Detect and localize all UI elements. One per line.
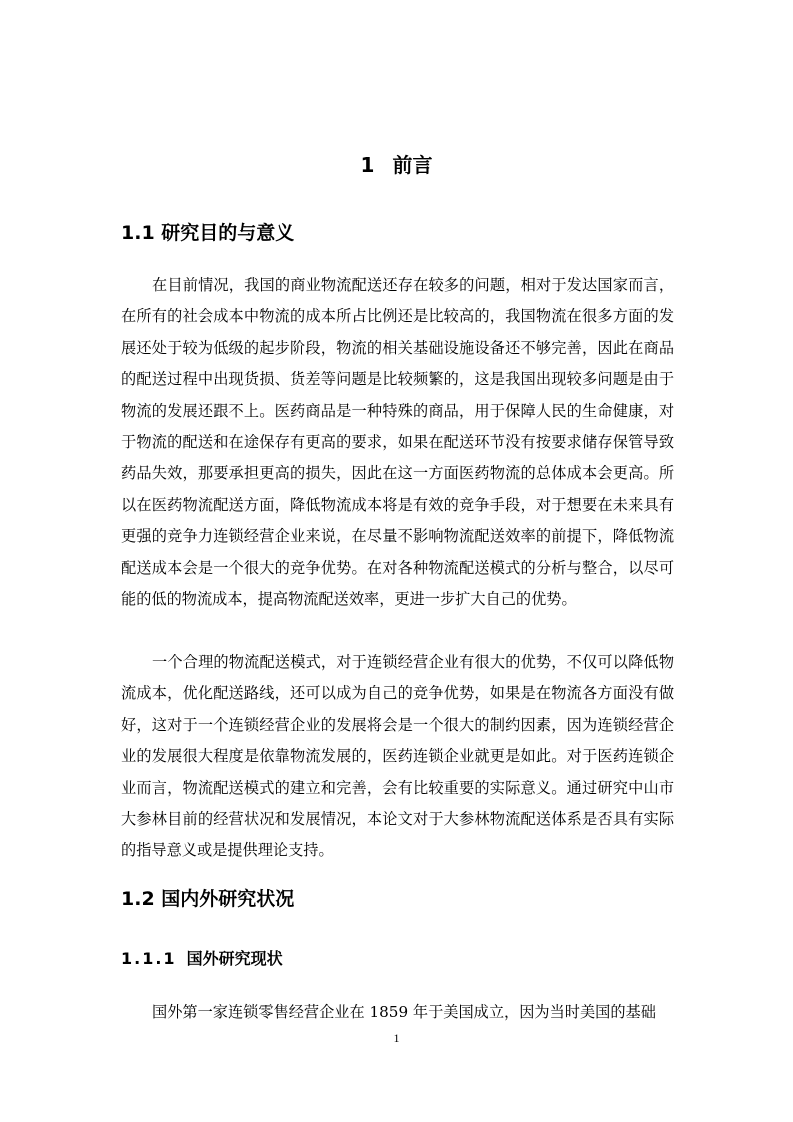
subsection-number: 1.1.1 — [121, 949, 177, 968]
section-heading-1-2: 1.2 国内外研究状况 — [121, 888, 295, 910]
paragraph-purpose: 在目前情况，我国的商业物流配送还存在较多的问题，相对于发达国家而言，在所有的社会成本中物流的成本所占比例还是比较高的，我国物流在很多方面的发展还处于较为低级的起步阶段，物流的相关基础设施设备还不够完善，因此在商品的配送过程中出现货损、货差等问题是比较频繁的，这是我国出现较多问题是由于物流的发展还跟不上。医药商品是一种特殊的商品，用于保障人民的生命健康，对于物流的配送和在途保存有更高的要求，如果在配送环节没有按要求储存保管导致药品失效，那要承担更高的损失，因此在这一方面医药物流的总体成本会更高。所以在医药物流配送方面，降低物流成本将是有效的竞争手段，对于想要在未来具有更强的竞争力连锁经营企业来说，在尽量不影响物流配送效率的前提下，降低物流配送成本会是一个很大的竞争优势。在对各种物流配送模式的分析与整合，以尽可能的低的物流成本，提高物流配送效率，更进一步扩大自己的优势。 — [121, 276, 674, 609]
paragraph-significance: 一个合理的物流配送模式，对于连锁经营企业有很大的优势，不仅可以降低物流成本，优化配送路线，还可以成为自己的竞争优势，如果是在物流各方面没有做好，这对于一个连锁经营企业的发展将会是一个很大的制约因素，因为连锁经营企业的发展很大程度是依靠物流发展的，医药连锁企业就更是如此。对于医药连锁企业而言，物流配送模式的建立和完善，会有比较重要的实际意义。通过研究中山市大参林目前的经营状况和发展情况，本论文对于大参林物流配送体系是否具有实际的指导意义或是提供理论支持。 — [121, 653, 674, 860]
subsection-heading-foreign — [121, 946, 283, 972]
chapter-title-text: 前言 — [392, 153, 433, 177]
subsection-title: 国外研究现状 — [186, 949, 283, 968]
section-heading-1-1: 1.1 研究目的与意义 — [121, 222, 295, 244]
paragraph-foreign-research: 国外第一家连锁零售经营企业在 1859 年于美国成立，因为当时美国的基础 — [152, 1003, 656, 1021]
chapter-number: 1 — [360, 153, 375, 177]
page-number: 1 — [393, 1031, 400, 1045]
chapter-title — [0, 150, 793, 180]
